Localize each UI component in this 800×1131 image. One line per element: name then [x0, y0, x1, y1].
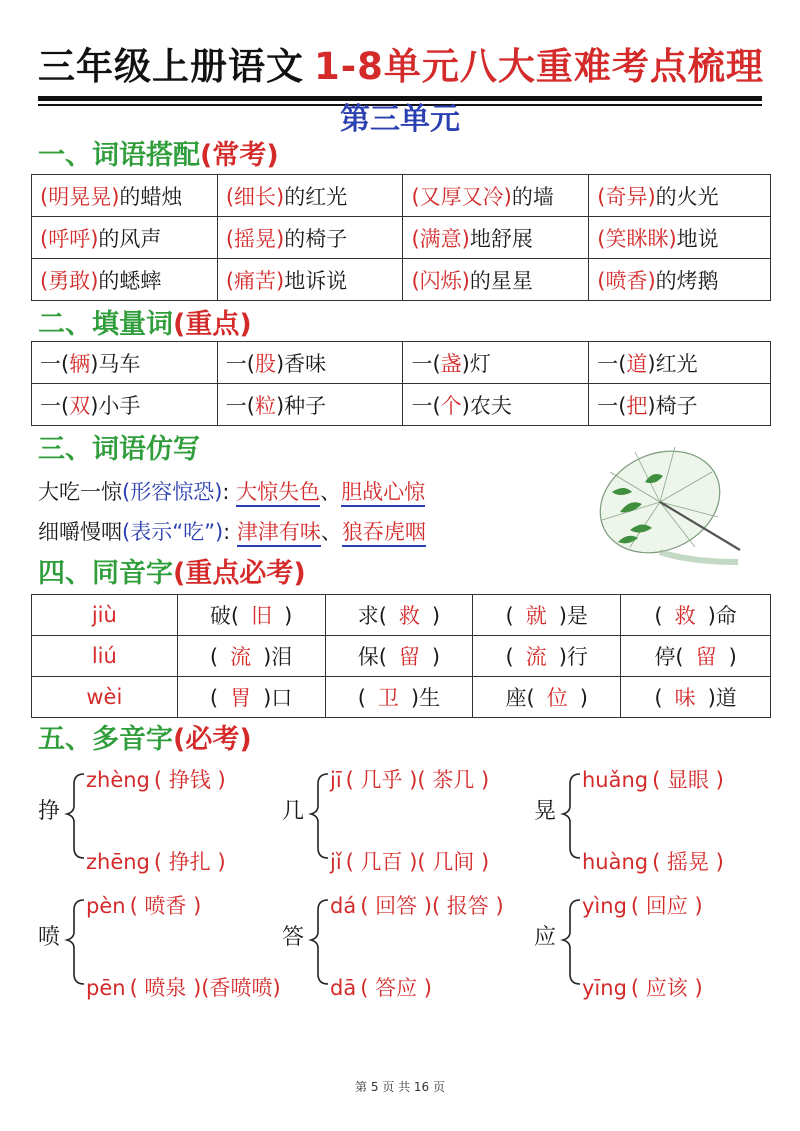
collocation-cell: [32, 217, 218, 259]
example-words: ( 喷香 ): [129, 894, 202, 918]
section-1-heading: [38, 138, 279, 174]
measure-word-cell: [589, 342, 771, 384]
given-word: 的烤鹅: [655, 268, 719, 293]
section-1-tag: (常考): [200, 140, 279, 171]
example-words: ( 回答 )( 报答 ): [360, 894, 504, 918]
given-word: 的蟋蟀: [98, 268, 162, 293]
homophone-cell: [621, 677, 771, 718]
section-4-tag: (重点必考): [173, 558, 306, 589]
homophone-answer: 胃: [230, 686, 252, 710]
polyphone-char: 挣: [38, 799, 61, 824]
imitation-1-answer-2: 胆战心惊: [341, 480, 425, 507]
brace-icon: [64, 770, 86, 862]
table-row: [32, 342, 771, 384]
homophone-answer: 流: [525, 645, 547, 669]
answer-word: (痛苦): [225, 268, 285, 293]
given-word: 的红光: [284, 184, 348, 209]
polyphone-bottom-line: [582, 972, 703, 1002]
example-words: ( 几百 )( 几间 ): [345, 850, 490, 874]
section-2-tag: (重点): [173, 309, 252, 340]
homophone-text: ): [431, 604, 441, 628]
given-word: 的火光: [655, 184, 719, 209]
collocation-cell: [403, 175, 589, 217]
polyphone-char: 答: [282, 925, 305, 950]
homophone-answer: 救: [398, 604, 420, 628]
collocation-cell: [589, 259, 771, 301]
polyphone-top-line: [330, 890, 504, 920]
brace-icon: [560, 896, 582, 988]
pinyin: jī: [330, 768, 342, 792]
measure-word-text: )马车: [90, 351, 141, 376]
measure-word-text: )小手: [90, 393, 141, 418]
imitation-2-answer-1: 津津有味: [237, 520, 321, 547]
measure-word-text: )农夫: [461, 393, 512, 418]
imitation-line-1: [38, 476, 425, 506]
measure-word-cell: [32, 342, 218, 384]
imitation-2-word: 细嚼慢咽: [38, 520, 122, 544]
answer-word: (明晃晃): [40, 184, 120, 209]
homophone-table: [31, 594, 771, 718]
pinyin: jǐ: [330, 850, 342, 874]
homophone-answer: 救: [674, 604, 696, 628]
measure-word-text: 一(: [40, 393, 70, 418]
example-words: ( 答应 ): [360, 976, 432, 1000]
imitation-2-sep: 、: [320, 520, 342, 544]
polyphone-bottom-line: [330, 972, 432, 1002]
unit-heading: 第三单元: [340, 102, 460, 137]
given-word: 的墙: [511, 184, 554, 209]
homophone-answer: 卫: [377, 686, 399, 710]
pinyin: dā: [330, 976, 357, 1000]
homophone-text: (: [209, 686, 219, 710]
table-row: [32, 259, 771, 301]
measure-word-answer: 辆: [69, 351, 91, 376]
pinyin: zhēng: [86, 850, 150, 874]
measure-word-text: )椅子: [647, 393, 698, 418]
measure-word-answer: 双: [69, 393, 91, 418]
collocation-cell: [217, 175, 403, 217]
pinyin: yìng: [582, 894, 627, 918]
homophone-cell: [177, 677, 325, 718]
imitation-1-sep: 、: [320, 480, 342, 504]
homophone-text: )口: [263, 686, 293, 710]
imitation-line-2: [38, 516, 426, 546]
section-5-heading: [38, 722, 252, 758]
homophone-answer: 就: [525, 604, 547, 628]
polyphone-char: 喷: [38, 925, 61, 950]
homophone-text: 求(: [357, 604, 387, 628]
homophone-cell: [473, 595, 621, 636]
polyphone-bottom-line: [330, 846, 489, 876]
homophone-text: 保(: [357, 645, 387, 669]
table-row: [32, 175, 771, 217]
homophone-text: )泪: [263, 645, 293, 669]
measure-word-cell: [32, 384, 218, 426]
table-row: [32, 595, 771, 636]
polyphone-char: 几: [282, 799, 305, 824]
measure-word-text: 一(: [411, 393, 441, 418]
imitation-1-colon: :: [222, 480, 230, 504]
measure-word-text: 一(: [597, 351, 627, 376]
homophone-answer: 留: [695, 645, 717, 669]
pinyin-cell: jiù: [32, 595, 178, 636]
homophone-text: )命: [707, 604, 737, 628]
table-row: [32, 677, 771, 718]
brace-icon: [308, 896, 330, 988]
measure-word-text: 一(: [40, 351, 70, 376]
homophone-cell: [473, 636, 621, 677]
polyphone-bottom-line: [86, 846, 226, 876]
pinyin: dá: [330, 894, 357, 918]
homophone-text: (: [505, 604, 514, 628]
homophone-cell: [325, 595, 473, 636]
section-3-heading: 三、词语仿写: [38, 434, 200, 465]
title-red: 1-8单元八大重难考点梳理: [314, 45, 764, 88]
section-5-title: 五、多音字: [38, 724, 173, 755]
measure-word-cell: [403, 342, 589, 384]
imitation-1-hint: (形容惊恐): [122, 480, 223, 504]
collocation-cell: [403, 259, 589, 301]
pinyin: huǎng: [582, 768, 649, 792]
given-word: 的星星: [469, 268, 533, 293]
polyphone-bottom-line: [582, 846, 724, 876]
homophone-text: )道: [707, 686, 737, 710]
answer-word: (勇敢): [40, 268, 99, 293]
section-4-heading: [38, 556, 306, 592]
measure-word-cell: [589, 384, 771, 426]
section-4-title: 四、同音字: [38, 558, 173, 589]
given-word: 的椅子: [284, 226, 348, 251]
collocation-cell: [32, 175, 218, 217]
measure-word-text: )红光: [647, 351, 698, 376]
section-5-tag: (必考): [173, 724, 252, 755]
example-words: ( 挣钱 ): [153, 768, 226, 792]
homophone-text: (: [505, 645, 514, 669]
measure-word-cell: [217, 342, 403, 384]
answer-word: (细长): [225, 184, 285, 209]
homophone-text: (: [654, 686, 663, 710]
pinyin-cell: liú: [32, 636, 178, 677]
homophone-cell: [177, 595, 325, 636]
homophone-cell: [621, 595, 771, 636]
collocation-cell: [403, 217, 589, 259]
homophone-answer: 流: [230, 645, 252, 669]
answer-word: (满意): [411, 226, 470, 251]
example-words: ( 应该 ): [630, 976, 703, 1000]
measure-word-answer: 股: [254, 351, 276, 376]
measure-word-text: 一(: [411, 351, 441, 376]
homophone-answer: 旧: [251, 604, 273, 628]
given-word: 地说: [676, 226, 719, 251]
example-words: ( 摇晃 ): [652, 850, 724, 874]
measure-word-text: 一(: [597, 393, 627, 418]
polyphone-top-line: [86, 764, 226, 794]
given-word: 地诉说: [284, 268, 348, 293]
measure-word-answer: 个: [440, 393, 462, 418]
measure-word-answer: 把: [626, 393, 648, 418]
collocation-cell: [32, 259, 218, 301]
homophone-text: (: [357, 686, 366, 710]
page-footer: 第 5 页 共 16 页: [355, 1080, 445, 1094]
brace-icon: [64, 896, 86, 988]
imitation-1-word: 大吃一惊: [38, 480, 122, 504]
imitation-2-hint: (表示“吃”): [122, 520, 224, 544]
homophone-text: 停(: [654, 645, 684, 669]
imitation-2-colon: :: [223, 520, 231, 544]
measure-word-cell: [217, 384, 403, 426]
answer-word: (呼呼): [40, 226, 99, 251]
imitation-2-answer-2: 狼吞虎咽: [342, 520, 426, 547]
pinyin: pēn: [86, 976, 126, 1000]
given-word: 地舒展: [469, 226, 533, 251]
measure-word-answer: 粒: [254, 393, 276, 418]
example-words: ( 显眼 ): [652, 768, 724, 792]
homophone-cell: [177, 636, 325, 677]
measure-word-answer: 道: [626, 351, 648, 376]
homophone-cell: [325, 677, 473, 718]
example-words: ( 喷泉 )(香喷喷): [129, 976, 281, 1000]
measure-word-cell: [403, 384, 589, 426]
collocation-cell: [217, 259, 403, 301]
homophone-text: (: [654, 604, 663, 628]
homophone-text: )是: [558, 604, 588, 628]
measure-word-text: 一(: [225, 393, 255, 418]
homophone-text: ): [579, 686, 588, 710]
homophone-text: (: [209, 645, 219, 669]
given-word: 的风声: [98, 226, 162, 251]
section-1-title: 一、词语搭配: [38, 140, 200, 171]
umbrella-bamboo-icon: [590, 432, 750, 582]
homophone-answer: 留: [398, 645, 420, 669]
pinyin: zhèng: [86, 768, 150, 792]
imitation-1-answer-1: 大惊失色: [236, 480, 320, 507]
example-words: ( 回应 ): [630, 894, 703, 918]
polyphone-bottom-line: [86, 972, 281, 1002]
answer-word: (又厚又冷): [411, 184, 512, 209]
homophone-text: ): [284, 604, 293, 628]
homophone-text: )生: [410, 686, 441, 710]
homophone-text: 破(: [209, 604, 240, 628]
measure-word-text: 一(: [225, 351, 255, 376]
page-title: [38, 40, 762, 94]
example-words: ( 挣扎 ): [153, 850, 226, 874]
homophone-cell: [621, 636, 771, 677]
collocation-cell: [589, 217, 771, 259]
pinyin: huàng: [582, 850, 649, 874]
collocation-cell: [217, 217, 403, 259]
table-row: [32, 217, 771, 259]
collocation-cell: [589, 175, 771, 217]
table-row: [32, 636, 771, 677]
section-2-heading: [38, 307, 252, 343]
answer-word: (奇异): [597, 184, 656, 209]
collocation-table: [31, 174, 771, 301]
homophone-text: )行: [558, 645, 588, 669]
title-black: 三年级上册语文: [38, 45, 304, 88]
polyphone-top-line: [582, 890, 703, 920]
answer-word: (摇晃): [225, 226, 285, 251]
given-word: 的蜡烛: [119, 184, 183, 209]
pinyin-cell: wèi: [32, 677, 178, 718]
example-words: ( 几乎 )( 茶几 ): [345, 768, 490, 792]
pinyin: yīng: [582, 976, 627, 1000]
homophone-text: ): [431, 645, 441, 669]
measure-word-text: )香味: [275, 351, 327, 376]
answer-word: (喷香): [597, 268, 656, 293]
polyphone-top-line: [330, 764, 489, 794]
brace-icon: [308, 770, 330, 862]
homophone-cell: [325, 636, 473, 677]
polyphone-top-line: [86, 890, 201, 920]
polyphone-char: 晃: [534, 799, 557, 824]
homophone-answer: 味: [674, 686, 696, 710]
pinyin: pèn: [86, 894, 126, 918]
polyphone-char: 应: [534, 925, 557, 950]
measure-word-answer: 盏: [440, 351, 462, 376]
table-row: [32, 384, 771, 426]
measure-word-text: )种子: [275, 393, 327, 418]
homophone-cell: [473, 677, 621, 718]
measure-word-table: [31, 341, 771, 426]
answer-word: (闪烁): [411, 268, 470, 293]
section-2-title: 二、填量词: [38, 309, 173, 340]
answer-word: (笑眯眯): [597, 226, 677, 251]
measure-word-text: )灯: [461, 351, 491, 376]
homophone-answer: 位: [546, 686, 568, 710]
homophone-text: 座(: [505, 686, 535, 710]
homophone-text: ): [728, 645, 737, 669]
polyphone-top-line: [582, 764, 724, 794]
brace-icon: [560, 770, 582, 862]
